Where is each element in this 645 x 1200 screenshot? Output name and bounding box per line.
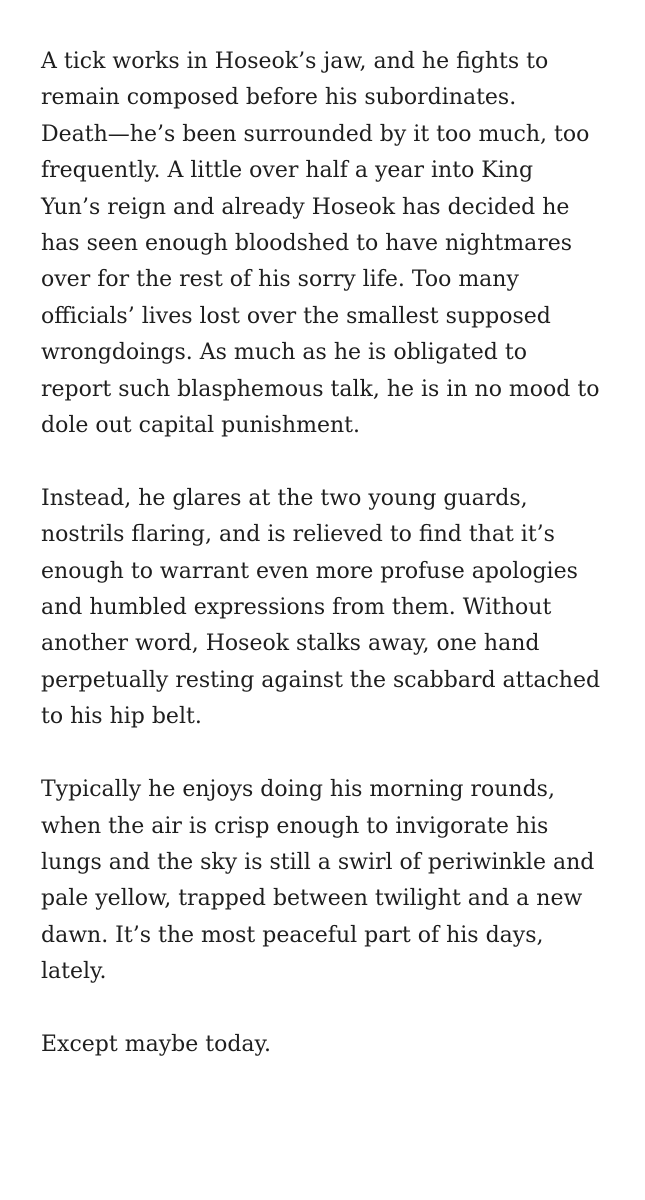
paragraph-2: [41, 481, 631, 736]
text-line: has seen enough bloodshed to have nightmares: [41, 231, 573, 257]
text-line: Typically he enjoys doing his morning rounds,: [41, 777, 555, 803]
text-line: officials’ lives lost over the smallest supposed: [41, 303, 551, 329]
text-line: to his hip belt.: [41, 704, 202, 730]
text-line: A tick works in Hoseok’s jaw, and he fights to: [41, 49, 549, 74]
text-line: lungs and the sky is still a swirl of periwinkle and: [41, 849, 595, 875]
story-text: [41, 44, 631, 1063]
paragraph-3: [41, 772, 631, 990]
text-line: Instead, he glares at the two young guards,: [41, 485, 528, 511]
text-line: nostrils flaring, and is relieved to find that it’s: [41, 522, 555, 548]
text-line: wrongdoings. As much as he is obligated to: [41, 340, 527, 366]
text-line: lately.: [41, 959, 107, 985]
text-line: another word, Hoseok stalks away, one hand: [41, 631, 540, 657]
paragraph-1: [41, 44, 631, 444]
text-line: remain composed before his subordinates.: [41, 85, 517, 111]
text-line: pale yellow, trapped between twilight and a new: [41, 886, 583, 912]
text-line: Death—he’s been surrounded by it too much, too: [41, 121, 590, 147]
text-line: Yun’s reign and already Hoseok has decided he: [41, 194, 570, 220]
text-line: frequently. A little over half a year into King: [41, 158, 534, 184]
text-line: when the air is crisp enough to invigorate his: [41, 813, 549, 839]
text-line: dawn. It’s the most peaceful part of his days,: [41, 922, 544, 948]
text-line: dole out capital punishment.: [41, 413, 360, 439]
text-line: over for the rest of his sorry life. Too many: [41, 267, 519, 293]
text-line: Except maybe today.: [41, 1031, 272, 1057]
text-line: report such blasphemous talk, he is in no mood to: [41, 376, 600, 402]
paragraph-4: [41, 1027, 631, 1063]
text-line: perpetually resting against the scabbard attached: [41, 667, 601, 693]
text-line: and humbled expressions from them. Without: [41, 595, 552, 621]
text-line: enough to warrant even more profuse apologies: [41, 558, 578, 584]
